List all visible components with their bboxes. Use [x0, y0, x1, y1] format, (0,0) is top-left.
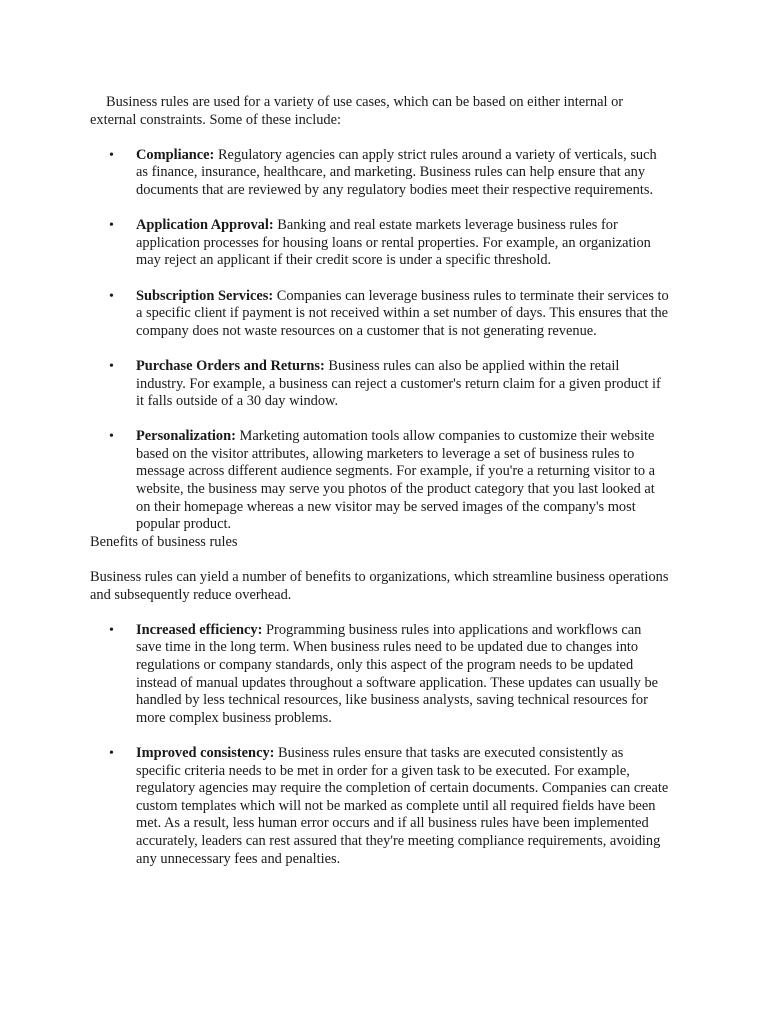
use-case-list — [90, 147, 670, 534]
list-item-term: Increased efficiency: — [136, 621, 263, 638]
list-item-text: Marketing automation tools allow companies to customize their website based on the visitor attributes, allowing marketers to leverage a set of business rules to message across different audience segments. For example, if you're a returning visitor to a website, the business may serve you photos of the product category that you last looked at on their homepage whereas a new visitor may be served images of the company's most popular product. — [136, 428, 656, 533]
list-item-term: Personalization: — [136, 428, 236, 445]
list-item-term: Purchase Orders and Returns: — [136, 357, 325, 374]
bullet-icon: • — [109, 622, 114, 638]
document-page — [90, 94, 670, 868]
list-item-term: Subscription Services: — [136, 287, 274, 304]
list-item-term: Application Approval: — [136, 217, 274, 234]
list-item — [90, 217, 670, 270]
list-item-text: Banking and real estate markets leverage business rules for application processes for housing loans or rental properties. For example, an organization may reject an applicant if their credit score is under a specific threshold. — [136, 217, 651, 269]
list-item-text: Companies can leverage business rules to terminate their services to a specific client if payment is not received within a set number of days. This ensures that the company does not waste resources on a customer that is not generating revenue. — [136, 287, 669, 339]
benefits-list — [90, 622, 670, 868]
bullet-icon: • — [109, 288, 114, 304]
benefits-intro-paragraph: Business rules can yield a number of benefits to organizations, which streamline business operations and subsequently reduce overhead. — [90, 569, 669, 603]
list-item-text: Regulatory agencies can apply strict rules around a variety of verticals, such as finance, insurance, healthcare, and marketing. Business rules can help ensure that any documents that are reviewed by any regulatory bodies meet their respective requirements. — [136, 146, 657, 198]
list-item — [90, 428, 670, 534]
list-item-text: Business rules ensure that tasks are executed consistently as specific criteria needs to be met in order for a given task to be executed. For example, regulatory agencies may require the completion of certain documents. Companies can create custom templates which will not be marked as complete until all required fields have been met. As a result, less human error occurs and if all business rules have been implemented accurately, leaders can rest assured that they're meeting compliance requirements, avoiding any unnecessary fees and penalties. — [136, 744, 669, 867]
bullet-icon: • — [109, 358, 114, 374]
list-item — [90, 358, 670, 411]
bullet-icon: • — [109, 745, 114, 761]
list-item-text: Business rules can also be applied within the retail industry. For example, a business can reject a customer's return claim for a given product if it falls outside of a 30 day window. — [136, 357, 661, 410]
list-item-term: Compliance: — [136, 146, 215, 163]
bullet-icon: • — [109, 429, 114, 445]
benefits-heading: Benefits of business rules — [90, 533, 238, 550]
bullet-icon: • — [109, 218, 114, 234]
list-item-term: Improved consistency: — [136, 744, 275, 761]
list-item — [90, 622, 670, 728]
bullet-icon: • — [109, 147, 114, 163]
list-item — [90, 745, 670, 868]
list-item — [90, 147, 670, 200]
list-item — [90, 288, 670, 341]
list-item-text: Programming business rules into applications and workflows can save time in the long term. When business rules need to be updated due to changes into regulations or company standards, only this aspect of the program needs to be updated instead of manual updates throughout a software application. These updates can usually be handled by less technical resources, like business analysts, saving technical resources for more complex business problems. — [136, 621, 659, 726]
intro-paragraph: Business rules are used for a variety of use cases, which can be based on either internal or external constraints. Some of these include: — [90, 94, 624, 128]
